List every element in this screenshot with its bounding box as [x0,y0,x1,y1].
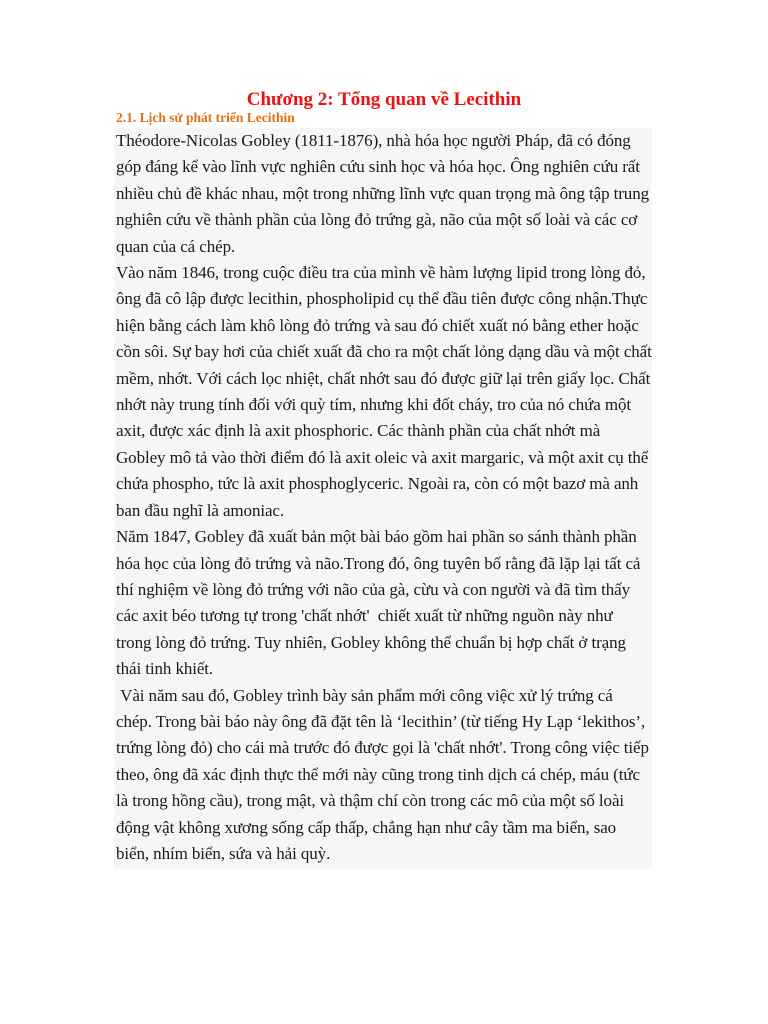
body-text-block [114,128,656,869]
paragraph-1846-isolation: Vào năm 1846, trong cuộc điều tra của mình về hàm lượng lipid trong lòng đỏ, ông đã cô lập được lecithin, phospholipid cụ thể đầu tiên được công nhận.Thực hiện bằng cách làm khô lòng đỏ trứng và sau đó chiết xuất nó bằng ether hoặc cồn sôi. Sự bay hơi của chiết xuất đã cho ra một chất lỏng dạng dầu và một chất mềm, nhớt. Với cách lọc nhiệt, chất nhớt sau đó được giữ lại trên giấy lọc. Chất nhớt này trung tính đối với quỳ tím, nhưng khi đốt cháy, tro của nó chứa một axit, được xác định là axit phosphoric. Các thành phần của chất nhớt mà Gobley mô tả vào thời điểm đó là axit oleic và axit margaric, và một axit cụ thể chứa phospho, tức là axit phosphoglyceric. Ngoài ra, còn có một bazơ mà anh ban đầu nghĩ là amoniac. [116,263,656,520]
section-title: 2.1. Lịch sử phát triển Lecithin [116,110,295,125]
paragraph-gobley-intro: Théodore-Nicolas Gobley (1811-1876), nhà hóa học người Pháp, đã có đóng góp đáng kể vào lĩnh vực nghiên cứu sinh học và hóa học. Ông nghiên cứu rất nhiều chủ đề khác nhau, một trong những lĩnh vực quan trọng mà ông tập trung nghiên cứu về thành phần của lòng đỏ trứng gà, não của một số loài và các cơ quan của cá chép. [116,131,654,256]
paragraph-lecithin-naming: Vài năm sau đó, Gobley trình bày sản phẩm mới công việc xử lý trứng cá chép. Trong bài báo này ông đã đặt tên là ‘lecithin’ (từ tiếng Hy Lạp ‘lekithos’, trứng lòng đỏ) cho cái mà trước đó được gọi là 'chất nhớt'. Trong công việc tiếp theo, ông đã xác định thực thể mới này cũng trong tinh dịch cá chép, máu (tức là trong hồng cầu), trong mật, và thậm chí còn trong các mô của một số loài động vật không xương sống cấp thấp, chẳng hạn như cây tầm ma biển, sao biển, nhím biển, sứa và hải quỳ. [116,685,654,863]
paragraph-1847-publication: Năm 1847, Gobley đã xuất bản một bài báo gồm hai phần so sánh thành phần hóa học của lòng đỏ trứng và não.Trong đó, ông tuyên bố rằng đã lặp lại tất cả thí nghiệm về lòng đỏ trứng với não của gà, cừu và con người và đã tìm thấy các axit béo tương tự trong 'chất nhớt' chiết xuất từ những nguồn này như trong lòng đỏ trứng. Tuy nhiên, Gobley không thể chuẩn bị hợp chất ở trạng thái tinh khiết. [116,527,645,679]
chapter-title: Chương 2: Tổng quan về Lecithin [246,89,522,110]
